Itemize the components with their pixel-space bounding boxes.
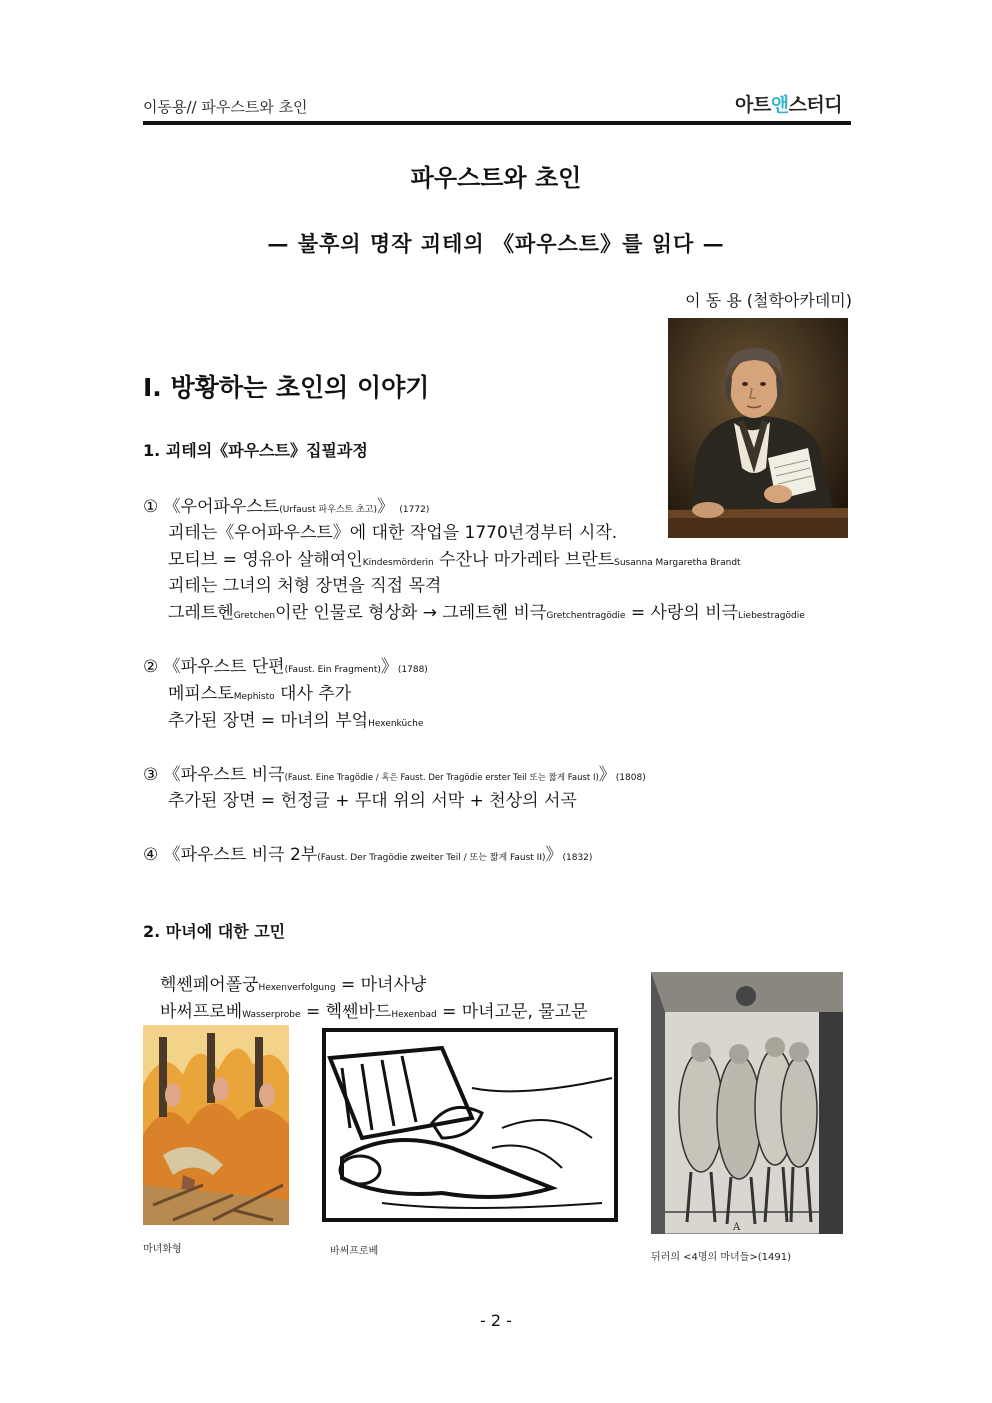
- gloss: Hexenverfolgung: [258, 983, 336, 993]
- item-title-note: (Faust. Eine Tragödie / 혹은 Faust. Der Tragödie erster Teil 또는 짧게 Faust I): [284, 773, 599, 783]
- caption-water-ordeal: 바써프로베: [330, 1246, 379, 1257]
- item-1-line-2: [168, 545, 741, 570]
- item-title: 《우어파우스트: [163, 497, 280, 517]
- item-title-close: 》: [598, 765, 616, 785]
- item-2-line-2: [168, 706, 423, 731]
- subsection-heading-2: 2. 마녀에 대한 고민: [143, 922, 286, 941]
- text: 바써프로베: [160, 1002, 243, 1022]
- text: = 사랑의 비극: [625, 603, 739, 623]
- item-title: 《파우스트 비극 2부: [163, 845, 318, 865]
- item-marker: ④: [143, 845, 159, 865]
- item-2-line-1: [168, 679, 351, 704]
- header-running-title: 이동용// 파우스트와 초인: [143, 98, 308, 116]
- witch-burning-image: [143, 1025, 289, 1225]
- gloss: Kindesmörderin: [362, 558, 434, 568]
- text: = 헥쎈바드: [300, 1002, 392, 1022]
- gloss: Hexenbad: [391, 1010, 437, 1020]
- gloss: Gretchentragödie: [546, 611, 626, 621]
- subsection-heading-1: 1. 괴테의《파우스트》집필과정: [143, 441, 368, 460]
- list-item-3-title: [143, 760, 646, 785]
- header-rule: [143, 121, 851, 125]
- four-witches-engraving-image: [651, 972, 843, 1234]
- item-year: (1832): [562, 853, 593, 863]
- text: 대사 추가: [274, 684, 352, 704]
- list-item-2-title: [143, 652, 428, 677]
- gloss: Susanna Margaretha Brandt: [614, 558, 741, 568]
- item-1-line-1: 괴테는《우어파우스트》에 대한 작업을 1770년경부터 시작.: [168, 523, 618, 543]
- item-title: 《파우스트 단편: [163, 657, 285, 677]
- item-year: (1808): [615, 773, 646, 783]
- gloss: Hexenküche: [368, 719, 424, 729]
- text: 그레트헨: [168, 603, 234, 623]
- item-marker: ②: [143, 657, 159, 677]
- item-title-note: (Faust. Der Tragödie zweiter Teil / 또는 짧게 Faust II): [317, 853, 546, 863]
- item-title-note: (Urfaust 파우스트 초고): [279, 505, 378, 515]
- brand-part-3: 스터디: [788, 94, 843, 116]
- item-title-close: 》: [377, 497, 395, 517]
- item-marker: ③: [143, 765, 159, 785]
- text: = 마녀고문, 물고문: [436, 1002, 588, 1022]
- gloss: Wasserprobe: [242, 1010, 301, 1020]
- water-ordeal-image: [322, 1028, 618, 1222]
- document-subtitle: — 불후의 명작 괴테의 《파우스트》를 읽다 —: [267, 231, 725, 256]
- gloss: Mephisto: [233, 692, 275, 702]
- item-title: 《파우스트 비극: [163, 765, 285, 785]
- text: 모티브 = 영유아 살해여인: [168, 550, 363, 570]
- item-1-line-4: [168, 598, 805, 623]
- item-1-line-3: 괴테는 그녀의 처형 장면을 직접 목격: [168, 576, 442, 596]
- document-title: 파우스트와 초인: [410, 164, 582, 192]
- item-title-note: (Faust. Ein Fragment): [284, 665, 381, 675]
- text: 헥쎈페어폴궁: [160, 975, 259, 995]
- brand-part-1: 아트: [735, 94, 771, 116]
- text: 추가된 장면 = 마녀의 부엌: [168, 711, 369, 731]
- witch-line-1: [160, 970, 426, 995]
- svg-text:A: A: [733, 1222, 741, 1233]
- text: 수잔나 마가레타 브란트: [433, 550, 615, 570]
- text: 메피스토: [168, 684, 234, 704]
- item-marker: ①: [143, 497, 159, 517]
- witch-line-2: [160, 997, 588, 1022]
- item-year: (1772): [399, 505, 430, 515]
- gloss: Gretchen: [233, 611, 276, 621]
- gloss: Liebestragödie: [738, 611, 805, 621]
- item-title-close: 》: [380, 657, 398, 677]
- list-item-4-title: [143, 840, 592, 865]
- section-heading: I. 방황하는 초인의 이야기: [143, 373, 430, 402]
- text: 이란 인물로 형상화 → 그레트헨 비극: [275, 603, 547, 623]
- caption-four-witches: 뒤러의 <4명의 마녀들>(1491): [651, 1252, 792, 1263]
- caption-witch-burning: 마녀화형: [143, 1244, 182, 1255]
- brand-logo: [735, 90, 842, 117]
- item-title-close: 》: [545, 845, 563, 865]
- list-item-1-title: [143, 492, 429, 517]
- page-number: - 2 -: [480, 1311, 512, 1330]
- goethe-portrait-image: [668, 318, 848, 538]
- item-year: (1788): [397, 665, 428, 675]
- item-3-line-1: 추가된 장면 = 헌정글 + 무대 위의 서막 + 천상의 서곡: [168, 791, 577, 811]
- text: = 마녀사냥: [335, 975, 427, 995]
- author-line: 이 동 용 (철학아카데미): [685, 291, 852, 310]
- brand-part-2: 앤: [770, 94, 789, 116]
